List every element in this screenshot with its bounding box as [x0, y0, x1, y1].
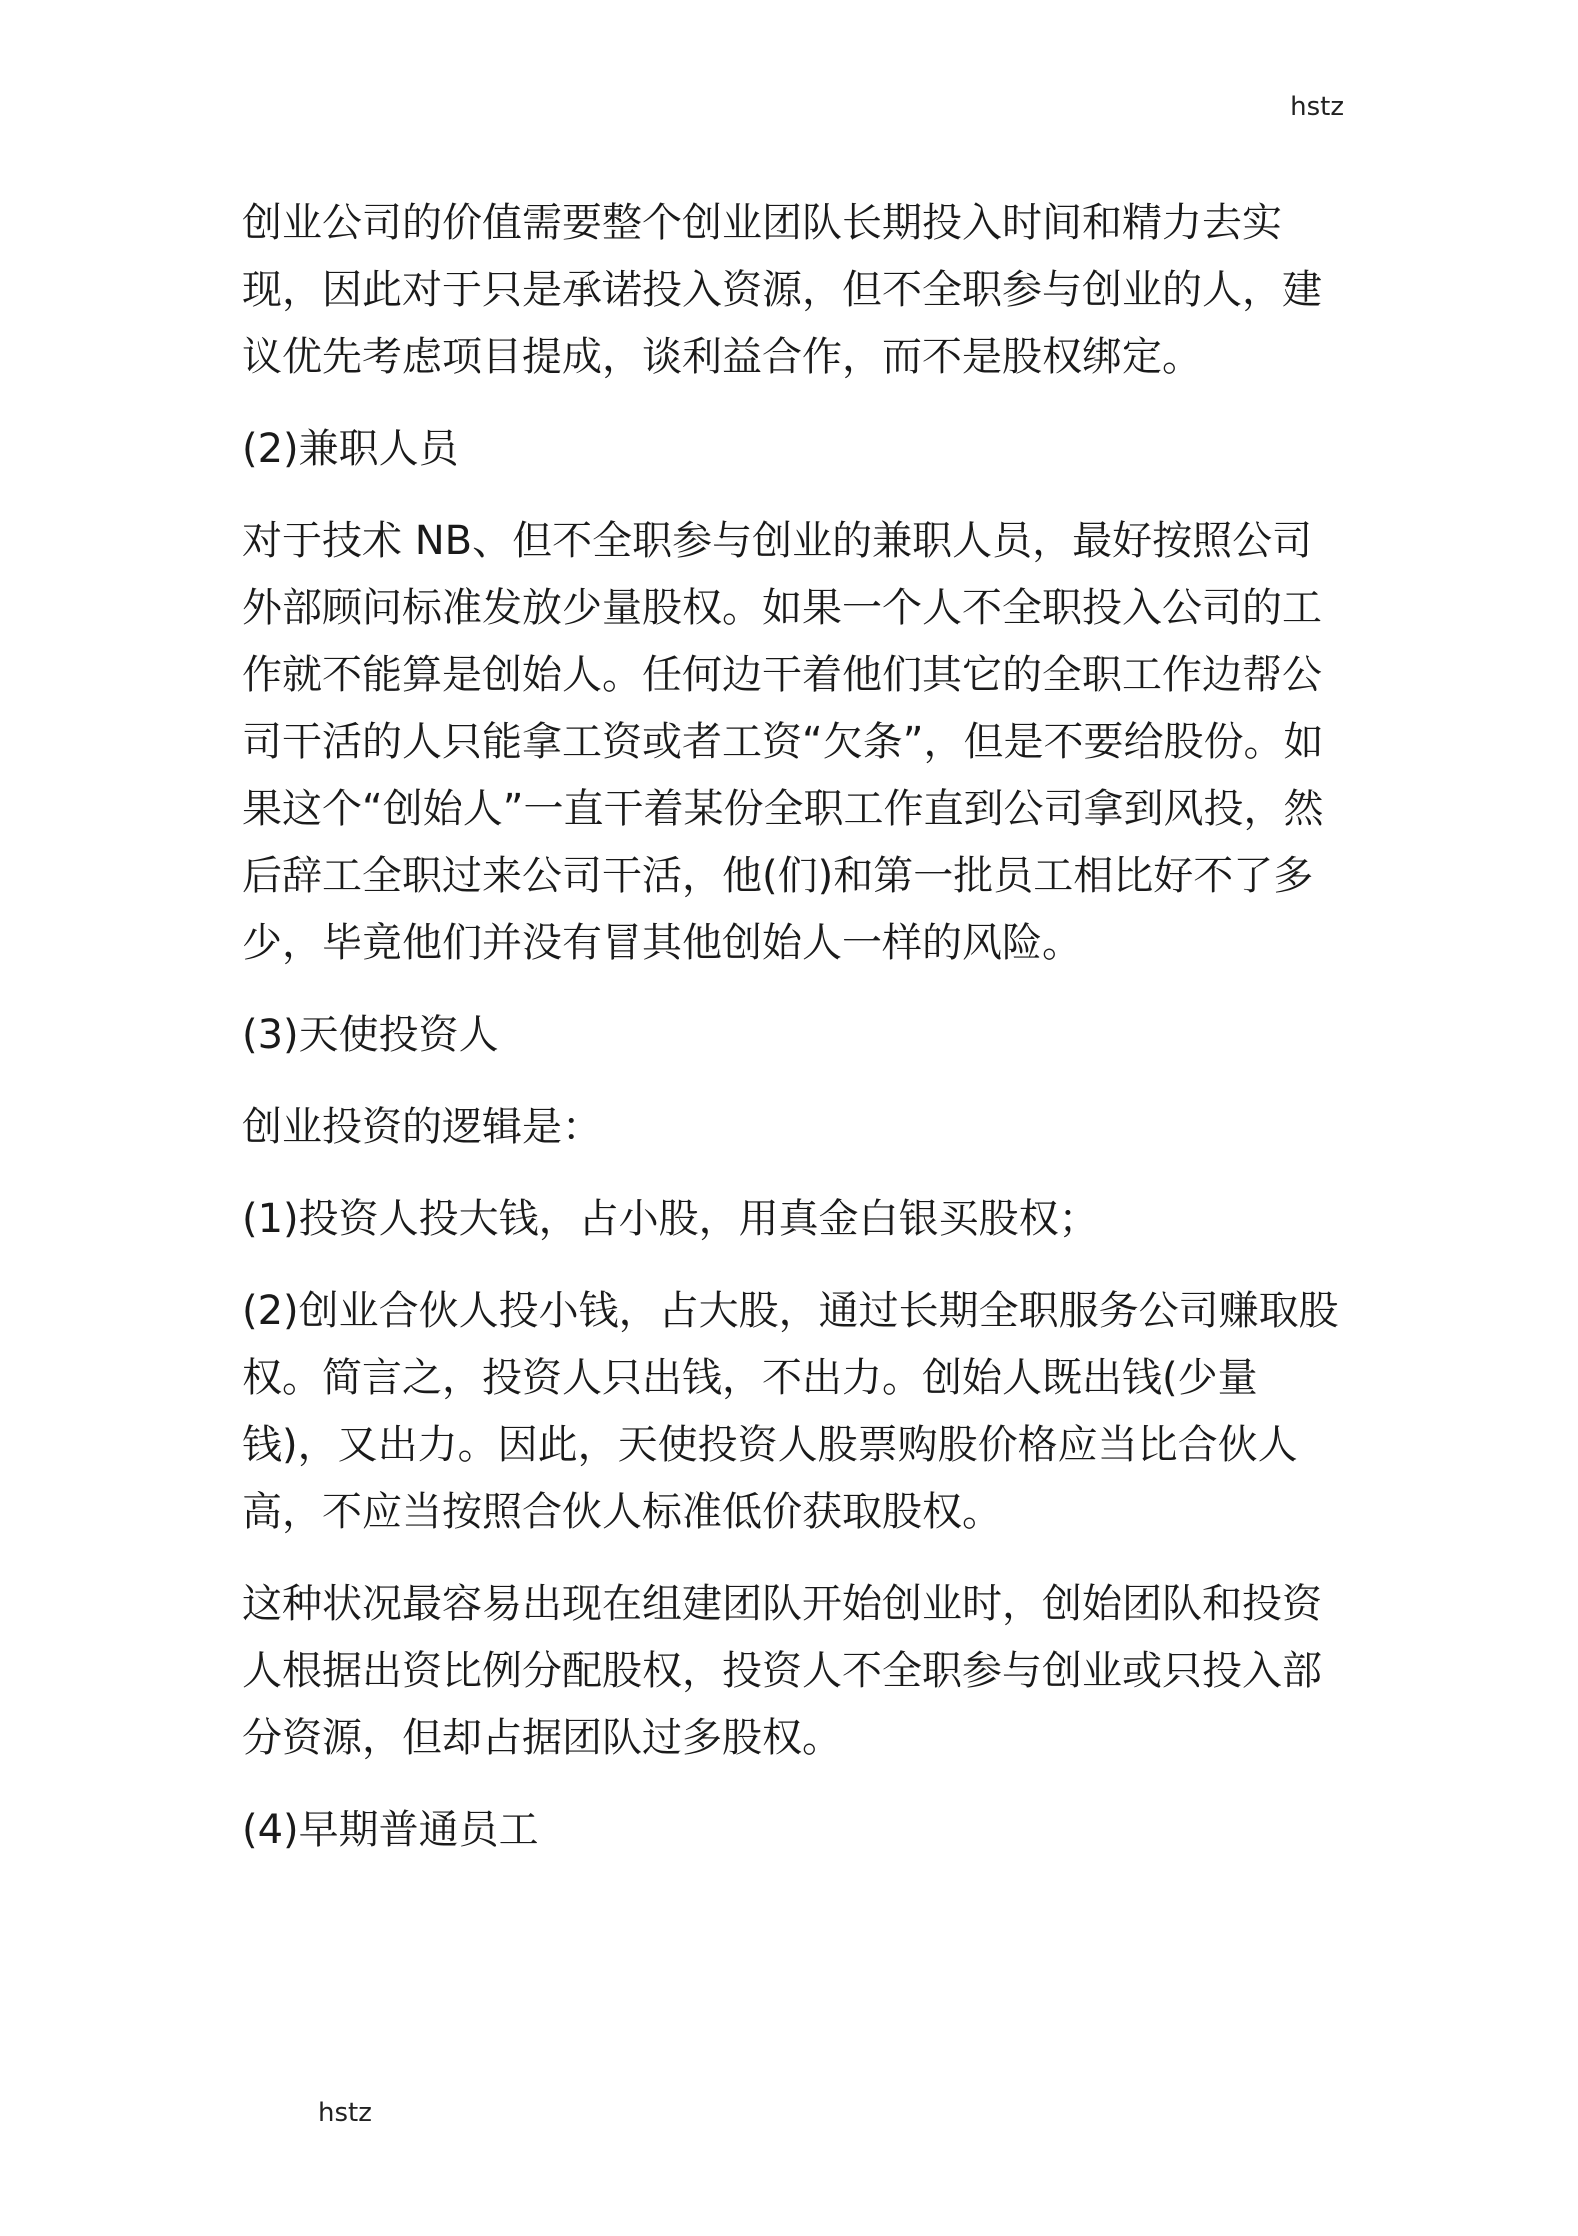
heading-early-employees: (4)早期普通员工 [242, 1807, 539, 1853]
paragraph-part-time-staff: 对于技术 NB、但不全职参与创业的兼职人员，最好按照公司外部顾问标准发放少量股权。如果一个人不全职投入公司的工作就不能算是创始人。任何边干着他们其它的全职工作边帮公司干活的人只能拿工资或者工资“欠条”，但是不要给股份。如果这个“创始人”一直干着某份全职工作直到公司拿到风投，然后辞工全职过来公司干活，他(们)和第一批员工相比好不了多少，毕竟他们并没有冒其他创始人一样的风险。 [242, 518, 1324, 966]
heading-part-time-staff: (2)兼职人员 [242, 426, 459, 472]
paragraph-investment-logic: 创业投资的逻辑是： [242, 1104, 602, 1150]
document-body [242, 190, 1342, 1889]
list-item-partner: (2)创业合伙人投小钱，占大股，通过长期全职服务公司赚取股权。简言之，投资人只出钱，不出力。创始人既出钱(少量钱)，又出力。因此，天使投资人股票购股价格应当比合伙人高，不应当按照合伙人标准低价获取股权。 [242, 1288, 1339, 1535]
page-footer-mark: hstz [318, 2098, 372, 2128]
page-header-mark: hstz [1290, 92, 1344, 122]
heading-angel-investors: (3)天使投资人 [242, 1012, 499, 1058]
paragraph-resource-contributors: 创业公司的价值需要整个创业团队长期投入时间和精力去实现，因此对于只是承诺投入资源，但不全职参与创业的人，建议优先考虑项目提成，谈利益合作，而不是股权绑定。 [242, 200, 1322, 380]
list-item-investor: (1)投资人投大钱，占小股，用真金白银买股权； [242, 1196, 1099, 1242]
paragraph-team-situation: 这种状况最容易出现在组建团队开始创业时，创始团队和投资人根据出资比例分配股权，投资人不全职参与创业或只投入部分资源，但却占据团队过多股权。 [242, 1581, 1322, 1761]
